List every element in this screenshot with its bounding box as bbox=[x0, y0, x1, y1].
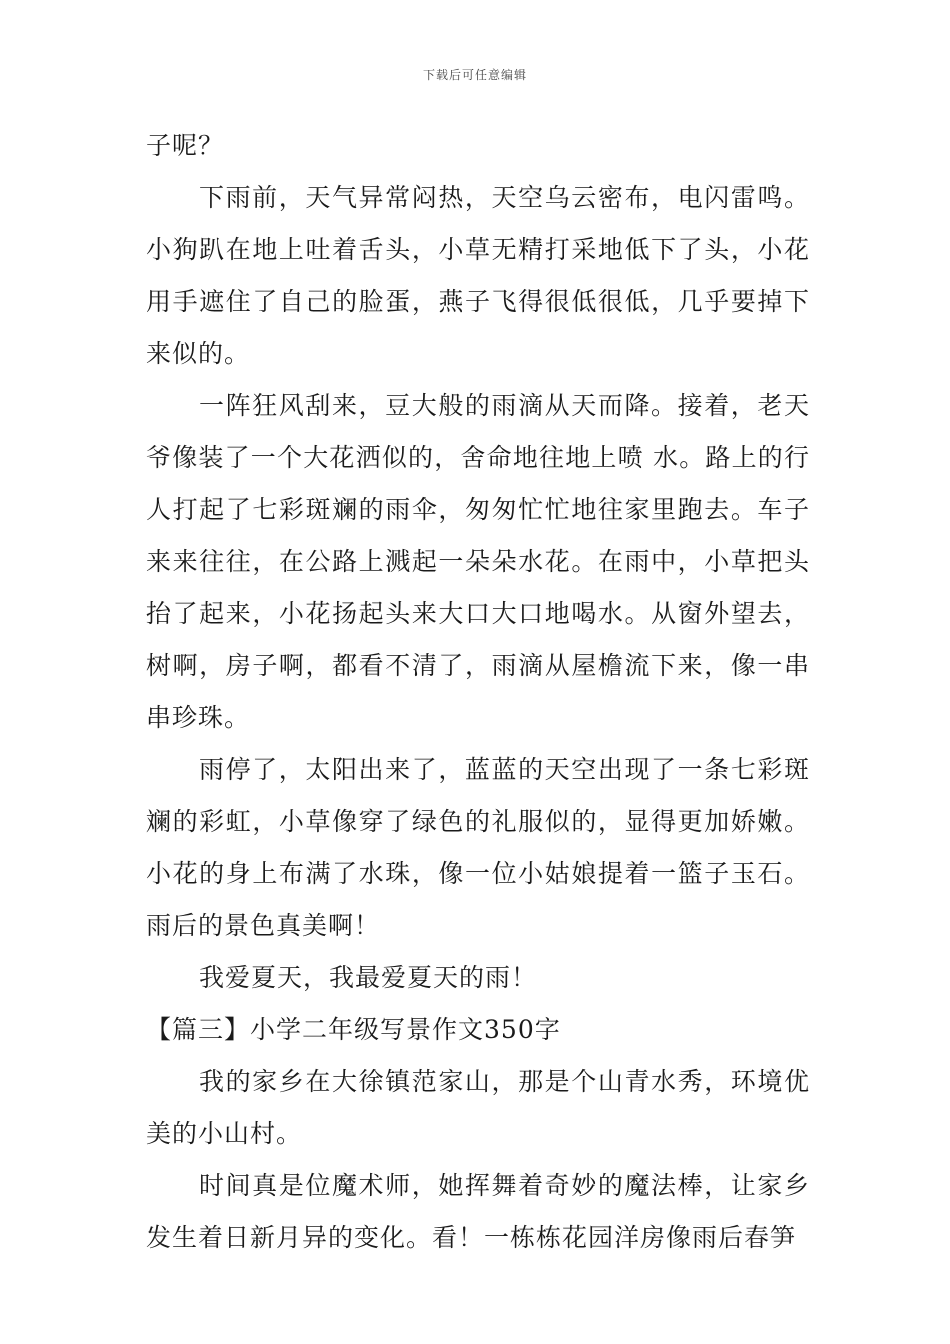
paragraph-after-rain: 雨停了，太阳出来了，蓝蓝的天空出现了一条七彩斑斓的彩虹，小草像穿了绿色的礼服似的，显得更加娇嫩。小花的身上布满了水珠，像一位小姑娘提着一篮子玉石。雨后的景色真美啊！ bbox=[146, 755, 810, 940]
paragraph-before-rain: 下雨前，天气异常闷热，天空乌云密布，电闪雷鸣。小狗趴在地上吐着舌头，小草无精打采地低下了头，小花用手遮住了自己的脸蛋，燕子飞得很低很低，几乎要掉下来似的。 bbox=[146, 183, 810, 368]
paragraph-continuation: 子呢？ bbox=[146, 131, 225, 160]
paragraph-closing: 我爱夏天，我最爱夏天的雨！ bbox=[199, 963, 538, 992]
page-header: 下载后可任意编辑 bbox=[422, 68, 527, 82]
paragraph-hometown: 我的家乡在大徐镇范家山，那是个山青水秀，环境优美的小山村。 bbox=[146, 1067, 810, 1148]
section-heading: 【篇三】小学二年级写景作文350字 bbox=[146, 1015, 561, 1044]
paragraph-during-rain: 一阵狂风刮来，豆大般的雨滴从天而降。接着，老天爷像装了一个大花洒似的，舍命地往地上喷 水。路上的行人打起了七彩斑斓的雨伞，匆匆忙忙地往家里跑去。车子来来往往，在公路上溅起一朵朵水花。在雨中，小草把头抬了起来，小花扬起头来大口大口地喝水。从窗外望去，树啊，房子啊，都看不清了，雨滴从屋檐流下来，像一串串珍珠。 bbox=[146, 391, 810, 732]
paragraph-changes: 时间真是位魔术师，她挥舞着奇妙的魔法棒，让家乡发生着日新月异的变化。看！一栋栋花园洋房像雨后春笋 bbox=[146, 1171, 810, 1252]
document-body bbox=[146, 120, 810, 1264]
